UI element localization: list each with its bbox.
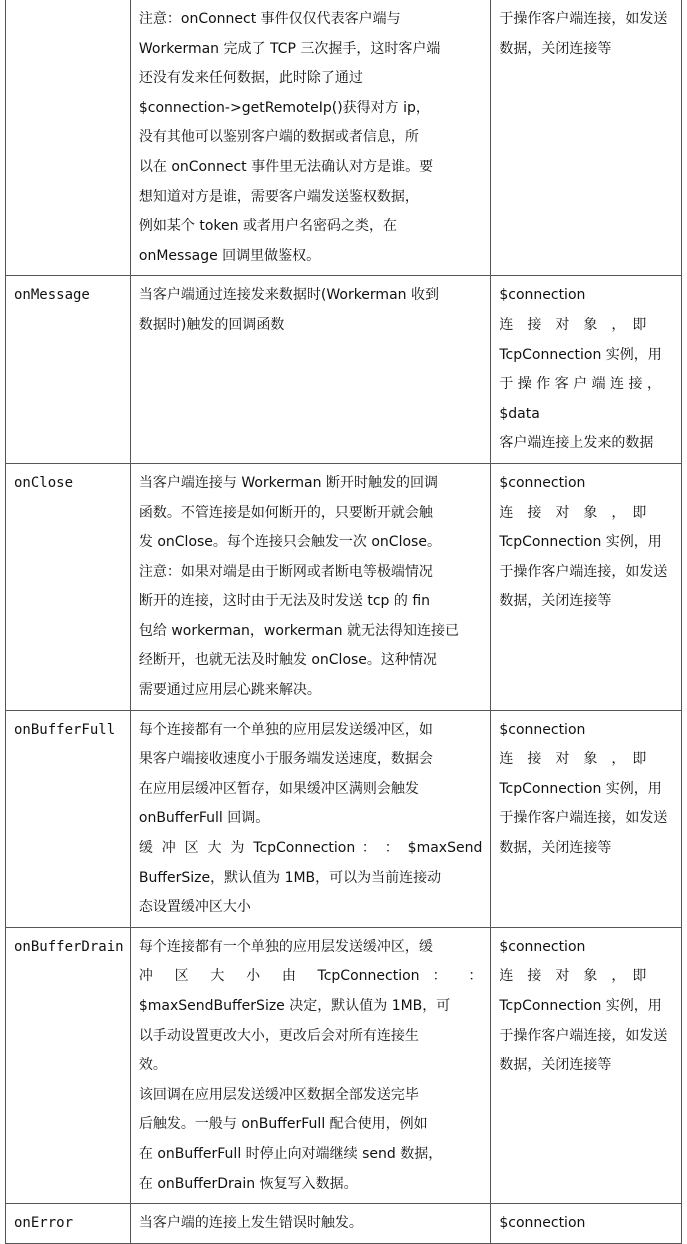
- description-line: 每个连接都有一个单独的应用层发送缓冲区，如: [138, 721, 433, 738]
- parameter-line: 客户端连接上发来的数据: [499, 435, 654, 452]
- description-line: 断开的连接，这时由于无法及时发送 tcp 的 fin: [138, 593, 431, 610]
- description-line: 效。: [138, 1057, 167, 1074]
- parameter-line: $connection: [499, 474, 586, 491]
- parameter-line: $connection: [499, 1215, 586, 1232]
- description-line: 当客户端通过连接发来数据时(Workerman 收到: [138, 287, 439, 304]
- description-line: 以在 onConnect 事件里无法确认对方是谁。要: [138, 158, 434, 175]
- parameter-line: TcpConnection 实例，用: [499, 780, 662, 797]
- table-row: [6, 0, 682, 276]
- description-line: BufferSize，默认值为 1MB，可以为当前连接动: [138, 869, 442, 886]
- callback-name-cell: [6, 710, 131, 927]
- table-row: [6, 710, 682, 927]
- parameter-line: 数据，关闭连接等: [499, 840, 612, 857]
- callback-name: onBufferDrain: [14, 938, 124, 955]
- parameter-line: $connection: [499, 721, 586, 738]
- callback-name-cell: [6, 927, 131, 1203]
- parameter-line: TcpConnection 实例，用: [499, 998, 662, 1014]
- callback-name: onError: [14, 1215, 74, 1232]
- description-line: Workerman 完成了 TCP 三次握手，这时客户端: [138, 40, 441, 57]
- parameter-line: 于操作客户端连接，如发送: [499, 1027, 668, 1044]
- description-line: 注意：如果对端是由于断网或者断电等极端情况: [138, 563, 433, 580]
- table-row: [6, 927, 682, 1203]
- description-line: 没有其他可以鉴别客户端的数据或者信息，所: [138, 129, 419, 146]
- parameter-cell: [491, 710, 682, 927]
- parameter-line: TcpConnection 实例，用: [499, 534, 662, 551]
- description-line: 冲 区 大 小 由 TcpConnection ： ：: [138, 968, 483, 985]
- callback-name-cell: [6, 276, 131, 464]
- description-line: 在 onBufferDrain 恢复写入数据。: [138, 1175, 358, 1192]
- table-row: [6, 1204, 682, 1244]
- parameter-line: 于操作客户端连接，如发送: [499, 563, 668, 580]
- callback-name-cell: [6, 463, 131, 710]
- description-line: $connection->getRemoteIp()获得对方 ip，: [138, 99, 430, 116]
- description-cell: [130, 1204, 490, 1244]
- description-line: 经断开，也就无法及时触发 onClose。这种情况: [138, 652, 437, 669]
- description-line: 该回调在应用层发送缓冲区数据全部发送完毕: [138, 1086, 419, 1103]
- description-line: onMessage 回调里做鉴权。: [138, 247, 321, 264]
- description-line: 果客户端接收速度小于服务端发送速度，数据会: [138, 751, 433, 768]
- parameter-cell: [491, 0, 682, 276]
- description-line: 数据时)触发的回调函数: [138, 316, 285, 333]
- parameter-line: 数据，关闭连接等: [499, 40, 612, 57]
- callback-name-cell: [6, 0, 131, 276]
- description-cell: [130, 710, 490, 927]
- callback-name-cell: [6, 1204, 131, 1244]
- description-line: 在应用层缓冲区暂存，如果缓冲区满则会触发: [138, 780, 419, 797]
- callback-name: onBufferFull: [14, 721, 116, 738]
- parameter-line: $data: [499, 405, 540, 422]
- description-line: 当客户端的连接上发生错误时触发。: [138, 1215, 363, 1232]
- callback-name: onMessage: [14, 287, 90, 304]
- parameter-cell: [491, 1204, 682, 1244]
- parameter-line: 于操作客户端连接，如发送: [499, 810, 668, 827]
- parameter-line: 连 接 对 象 ， 即: [499, 968, 647, 985]
- description-line: 以手动设置更改大小，更改后会对所有连接生: [138, 1027, 419, 1044]
- table-body: [6, 0, 682, 1243]
- description-line: 还没有发来任何数据，此时除了通过: [138, 70, 363, 87]
- description-line: 例如某个 token 或者用户名密码之类，在: [138, 218, 397, 235]
- table-row: [6, 463, 682, 710]
- callback-name: onClose: [14, 474, 74, 491]
- description-line: 每个连接都有一个单独的应用层发送缓冲区，缓: [138, 938, 433, 955]
- parameter-line: 数据，关闭连接等: [499, 1057, 612, 1074]
- parameter-line: 数据，关闭连接等: [499, 593, 612, 610]
- description-line: 后触发。一般与 onBufferFull 配合使用，例如: [138, 1116, 428, 1133]
- table-row: [6, 276, 682, 464]
- parameter-line: 于操作客户端连接，如发送: [499, 11, 668, 27]
- description-line: 在 onBufferFull 时停止向对端继续 send 数据，: [138, 1145, 443, 1162]
- description-line: 函数。不管连接是如何断开的，只要断开就会触: [138, 504, 433, 521]
- parameter-cell: [491, 463, 682, 710]
- parameter-line: 连 接 对 象 ， 即: [499, 504, 647, 521]
- callback-table: [5, 0, 682, 1244]
- parameter-line: 于 操 作 客 户 端 连 接 ，: [499, 376, 661, 393]
- parameter-cell: [491, 927, 682, 1203]
- description-line: 想知道对方是谁，需要客户端发送鉴权数据，: [138, 188, 419, 205]
- description-line: 态设置缓冲区大小: [138, 899, 251, 916]
- description-line: 需要通过应用层心跳来解决。: [138, 682, 321, 699]
- description-line: 发 onClose。每个连接只会触发一次 onClose。: [138, 534, 441, 551]
- description-line: $maxSendBufferSize 决定，默认值为 1MB，可: [138, 998, 451, 1014]
- description-cell: [130, 0, 490, 276]
- parameter-line: $connection: [499, 287, 586, 304]
- description-cell: [130, 927, 490, 1203]
- parameter-line: 连 接 对 象 ， 即: [499, 751, 647, 768]
- description-line: onBufferFull 回调。: [138, 810, 270, 827]
- parameter-line: $connection: [499, 938, 586, 955]
- description-line: 当客户端连接与 Workerman 断开时触发的回调: [138, 474, 438, 491]
- parameter-line: TcpConnection 实例，用: [499, 346, 662, 363]
- description-cell: [130, 463, 490, 710]
- description-line: 缓 冲 区 大 为 TcpConnection ： ： $maxSend: [138, 840, 483, 857]
- parameter-cell: [491, 276, 682, 464]
- description-line: 注意：onConnect 事件仅仅代表客户端与: [138, 11, 401, 27]
- description-cell: [130, 276, 490, 464]
- parameter-line: 连 接 对 象 ， 即: [499, 316, 647, 333]
- description-line: 包给 workerman，workerman 就无法得知连接已: [138, 622, 459, 639]
